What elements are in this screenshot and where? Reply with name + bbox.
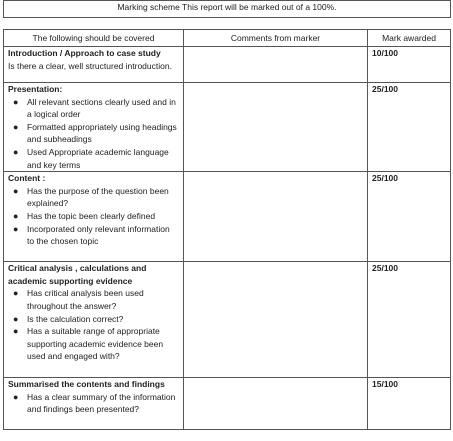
comments-cell[interactable]: [184, 172, 368, 262]
bullet-text: All relevant sections clearly used and in a logical order: [27, 96, 176, 120]
bullet-icon: ●: [13, 146, 19, 157]
bullet-text: Is the calculation correct?: [27, 313, 124, 324]
spacer-cell: [4, 18, 451, 30]
mark-cell: [368, 83, 451, 172]
criteria-row-summary: [4, 378, 451, 430]
criteria-cell: [4, 47, 184, 83]
bullet-icon: ●: [13, 313, 19, 324]
comments-cell[interactable]: [184, 262, 368, 378]
marking-scheme-table: [3, 0, 451, 430]
list-item: [13, 185, 179, 210]
mark-value: 25/100: [372, 263, 398, 274]
criteria-bullet-list: [8, 287, 179, 363]
list-item: [13, 391, 179, 416]
mark-cell: [368, 378, 451, 430]
header-mark: Mark awarded: [368, 30, 451, 47]
comments-cell[interactable]: [184, 83, 368, 172]
table-title: Marking scheme This report will be marked out of a 100%.: [4, 1, 451, 18]
mark-cell: [368, 262, 451, 378]
mark-value: 15/100: [372, 379, 398, 390]
criteria-heading: Content :: [8, 173, 46, 184]
list-item: [13, 146, 179, 171]
bullet-text: Has the topic been clearly defined: [27, 210, 156, 221]
criteria-row-critical-analysis: [4, 262, 451, 378]
list-item: [13, 121, 179, 146]
header-criteria: The following should be covered: [4, 30, 184, 47]
list-item: [13, 223, 179, 248]
bullet-text: Has a suitable range of appropriate supporting academic evidence been used and engaged with?: [27, 326, 164, 362]
bullet-text: Has critical analysis been used throughout the answer?: [27, 288, 144, 311]
header-comments: Comments from marker: [184, 30, 368, 47]
bullet-text: Incorporated only relevant information to the chosen topic: [27, 223, 170, 247]
title-row: [4, 1, 451, 18]
criteria-row-presentation: [4, 83, 451, 172]
bullet-icon: ●: [13, 210, 19, 221]
bullet-icon: ●: [13, 121, 19, 132]
criteria-row-introduction: [4, 47, 451, 83]
bullet-text: Formatted appropriately using headings and subheadings: [27, 121, 177, 145]
criteria-bullet-list: [8, 391, 179, 416]
bullet-icon: ●: [13, 391, 19, 402]
criteria-cell: [4, 262, 184, 378]
bullet-text: Has the purpose of the question been explained?: [27, 185, 169, 209]
criteria-cell: [4, 172, 184, 262]
criteria-row-content: [4, 172, 451, 262]
list-item: [13, 96, 179, 121]
list-item: [13, 325, 179, 363]
header-row: [4, 30, 451, 47]
criteria-bullet-list: [8, 185, 179, 248]
list-item: [13, 313, 179, 326]
criteria-heading: Presentation:: [8, 84, 63, 94]
criteria-text: Is there a clear, well structured introduction.: [8, 60, 172, 71]
bullet-icon: ●: [13, 326, 19, 337]
criteria-cell: [4, 378, 184, 430]
criteria-cell: [4, 83, 184, 172]
mark-cell: [368, 172, 451, 262]
criteria-heading: Introduction / Approach to case study: [8, 48, 161, 58]
criteria-heading: Summarised the contents and findings: [8, 379, 165, 390]
list-item: [13, 287, 179, 312]
mark-cell: [368, 47, 451, 83]
mark-value: 25/100: [372, 173, 398, 184]
mark-value: 25/100: [372, 84, 398, 94]
comments-cell[interactable]: [184, 378, 368, 430]
criteria-bullet-list: [8, 96, 179, 172]
bullet-icon: ●: [13, 185, 19, 196]
criteria-heading: Critical analysis , calculations and academic supporting evidence: [8, 263, 147, 286]
bullet-text: Used Appropriate academic language and key terms: [27, 146, 169, 170]
spacer-row: [4, 18, 451, 30]
bullet-icon: ●: [13, 223, 19, 234]
list-item: [13, 210, 179, 223]
bullet-text: Has a clear summary of the information and findings been presented?: [27, 391, 176, 415]
bullet-icon: ●: [13, 288, 19, 299]
bullet-icon: ●: [13, 96, 19, 107]
comments-cell[interactable]: [184, 47, 368, 83]
mark-value: 10/100: [372, 48, 398, 58]
